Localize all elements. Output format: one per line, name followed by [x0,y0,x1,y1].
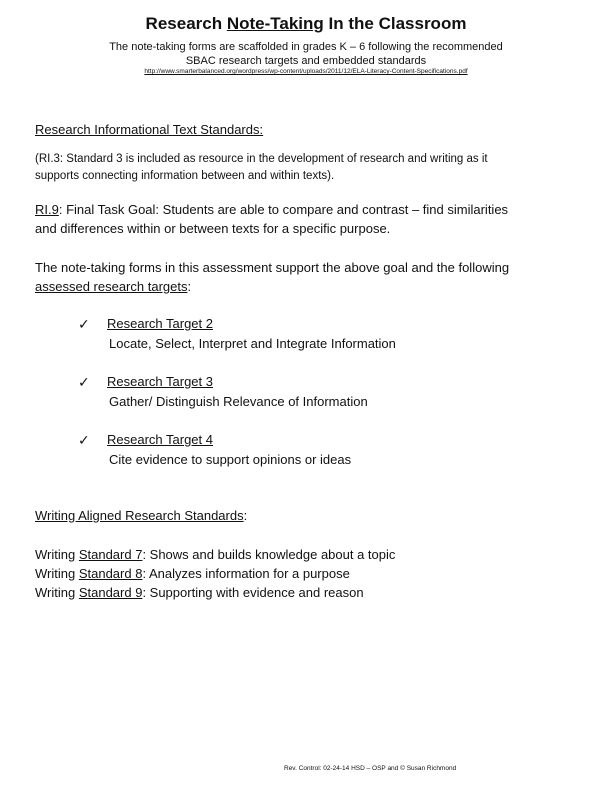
writing-heading-text: Writing Aligned Research Standards [35,508,244,523]
standard-label: Standard 7 [78,547,143,562]
ri3-line-2: supports connecting information between and within texts). [35,170,335,182]
subtitle-line-1: The note-taking forms are scaffolded in grades K – 6 following the recommended [109,41,503,53]
target-description: Locate, Select, Interpret and Integrate Information [109,336,396,351]
ri9-paragraph [35,200,580,238]
ri3-paragraph [35,151,580,185]
target-description: Gather/ Distinguish Relevance of Information [109,394,368,409]
writing-standards-list [35,545,580,602]
ri3-line-1: (RI.3: Standard 3 is included as resource in the development of research and writing as it [35,153,488,165]
writing-standard-7 [35,545,580,564]
standard-text: : Supporting with evidence and reason [142,585,364,600]
standard-text: : Shows and builds knowledge about a topic [142,547,396,562]
target-title: Research Target 2 [107,316,213,331]
writing-prefix: Writing [35,566,79,581]
writing-section-heading [35,508,580,523]
writing-standard-9 [35,583,580,602]
target-title: Research Target 4 [107,432,213,447]
subtitle-line-2: SBAC research targets and embedded standards [185,55,427,67]
ri9-code: RI.9 [35,202,59,217]
page-title [0,14,612,34]
checkmark-icon: ✓ [78,316,90,332]
checkmark-icon: ✓ [78,374,90,390]
ri9-text-line-1: : Final Task Goal: Students are able to compare and contrast – find similarities [58,202,509,217]
writing-prefix: Writing [35,547,79,562]
title-underlined: Note-Taking [226,14,324,33]
writing-prefix: Writing [35,585,79,600]
title-post: In the Classroom [323,14,467,33]
checkmark-icon: ✓ [78,432,90,448]
targets-intro-colon: : [187,279,192,294]
title-pre: Research [145,14,227,33]
reading-section-heading: Research Informational Text Standards: [35,122,264,137]
standard-label: Standard 8 [78,566,143,581]
source-link[interactable]: http://www.smarterbalanced.org/wordpress/wp-content/uploads/2011/12/ELA-Literacy-Content-Specifications.pdf [144,68,468,75]
page-subtitle [80,40,532,68]
writing-heading-colon: : [243,508,248,523]
targets-intro-underlined: assessed research targets [35,279,188,294]
revision-footer: Rev. Control: 02-24-14 HSD – OSP and © Susan Richmond [284,765,457,772]
standard-text: : Analyzes information for a purpose [142,566,350,581]
targets-intro-line-1: The note-taking forms in this assessment support the above goal and the following [35,260,510,275]
writing-standard-8 [35,564,580,583]
standard-label: Standard 9 [78,585,143,600]
targets-intro [35,258,580,296]
target-title: Research Target 3 [107,374,213,389]
ri9-text-line-2: and differences within or between texts for a specific purpose. [35,221,391,236]
target-description: Cite evidence to support opinions or ideas [109,452,352,467]
